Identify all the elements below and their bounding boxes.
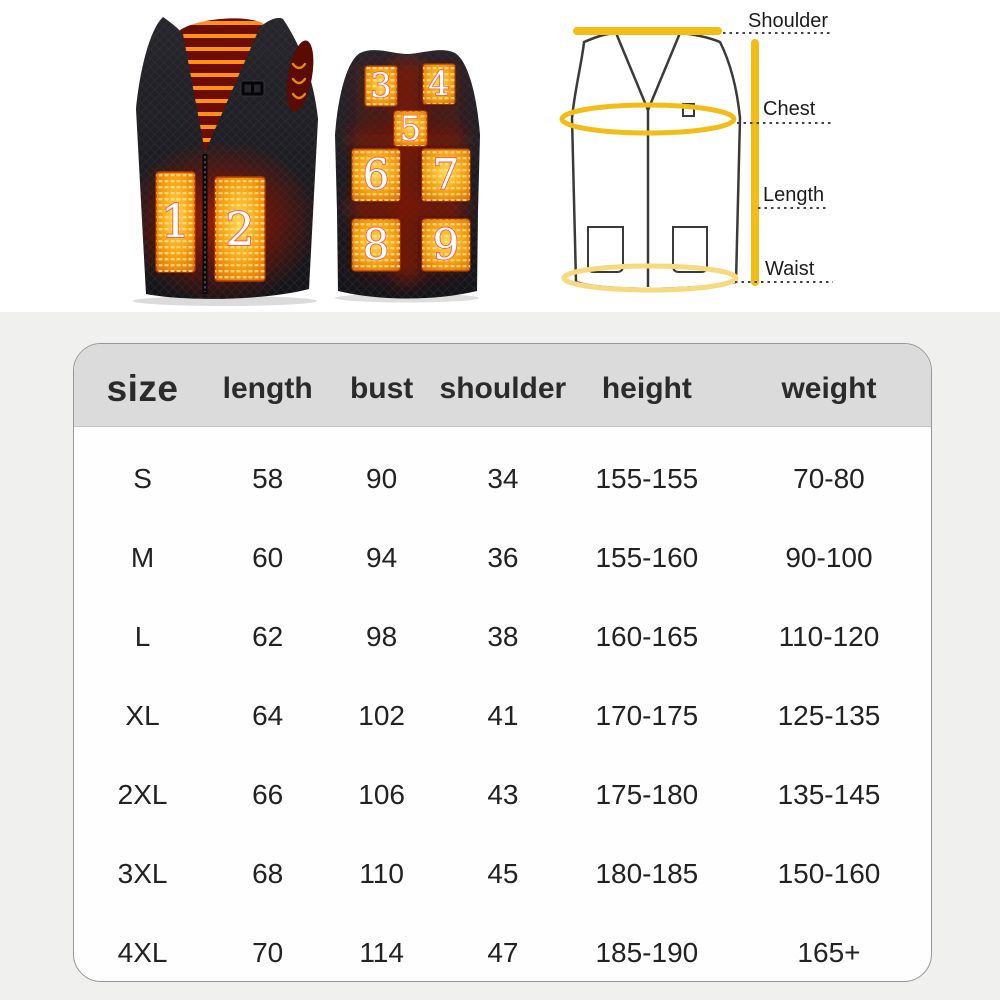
cell-shoulder: 36: [487, 541, 519, 573]
shoulder-label: Shoulder: [748, 10, 829, 32]
cell-bust: 110: [359, 857, 404, 889]
size-row-3xl: [74, 834, 931, 913]
cell-bust: 106: [358, 778, 405, 810]
cell-size: XL: [125, 699, 160, 731]
size-row-m: [74, 518, 931, 597]
heating-pad-2: [215, 177, 265, 281]
length-label: Length: [763, 184, 825, 206]
size-row-s: [74, 439, 931, 518]
cell-bust: 94: [366, 541, 398, 573]
size-row-2xl: [74, 755, 931, 834]
heating-zone-5-label: 5: [399, 109, 422, 149]
cell-weight: 150-160: [777, 857, 881, 889]
cell-bust: 90: [366, 462, 398, 494]
cell-height: 170-175: [595, 699, 699, 731]
cell-bust: 114: [359, 936, 404, 968]
cell-shoulder: 41: [487, 699, 519, 731]
cell-length: 60: [252, 541, 284, 573]
size-chart-header: [74, 344, 931, 427]
column-header-height: height: [601, 372, 692, 405]
size-row-l: [74, 597, 931, 676]
cell-size: S: [133, 462, 152, 494]
cell-size: 2XL: [117, 778, 168, 810]
cell-size: M: [130, 541, 155, 573]
heating-zone-1-label: 1: [160, 194, 191, 248]
cell-size: 4XL: [117, 936, 168, 968]
column-header-weight: weight: [781, 372, 877, 405]
heating-pad-1: [156, 172, 195, 272]
cell-weight: 70-80: [793, 462, 865, 494]
cell-length: 62: [252, 620, 284, 652]
cell-length: 66: [252, 778, 284, 810]
cell-length: 64: [252, 699, 284, 731]
heating-pad-7: [422, 149, 470, 201]
chest-label: Chest: [763, 98, 816, 120]
heating-pad-3: [365, 66, 397, 106]
cell-weight: 135-145: [777, 778, 881, 810]
size-row-xl: [74, 676, 931, 755]
cell-height: 180-185: [595, 857, 699, 889]
heating-pad-4: [423, 64, 455, 104]
cell-height: 155-160: [595, 541, 699, 573]
heating-pad-8: [352, 219, 400, 271]
heating-zone-9-label: 9: [432, 220, 460, 269]
cell-size: L: [134, 620, 151, 652]
cell-shoulder: 47: [487, 936, 519, 968]
cell-height: 185-190: [595, 936, 699, 968]
back-vest-image: [330, 40, 485, 304]
product-images-section: [0, 0, 1000, 312]
cell-shoulder: 45: [487, 857, 519, 889]
waist-label: Waist: [765, 258, 815, 280]
column-header-length: length: [222, 372, 313, 405]
heating-zone-2-label: 2: [225, 202, 255, 256]
cell-height: 175-180: [595, 778, 699, 810]
heating-zone-3-label: 3: [370, 66, 392, 106]
size-chart-section: [0, 312, 1000, 1000]
column-header-shoulder: shoulder: [439, 372, 567, 405]
front-vest-image: [128, 4, 326, 306]
heating-zone-8-label: 8: [362, 220, 390, 269]
cell-weight: 90-100: [785, 541, 873, 573]
diagram-vest-outline: [572, 33, 740, 289]
heating-zone-7-label: 7: [432, 150, 460, 199]
heating-pad-9: [422, 219, 470, 271]
heating-zone-4-label: 4: [428, 64, 450, 104]
heating-pad-5: [394, 109, 427, 149]
cell-bust: 102: [358, 699, 405, 731]
cell-length: 68: [252, 857, 284, 889]
cell-weight: 125-135: [777, 699, 881, 731]
heating-zone-6-label: 6: [362, 150, 390, 199]
cell-length: 58: [252, 462, 284, 494]
size-chart-body: [74, 427, 931, 982]
heat-controller: [241, 81, 264, 96]
cell-shoulder: 43: [487, 778, 519, 810]
heating-pad-6: [352, 149, 400, 201]
cell-height: 160-165: [595, 620, 699, 652]
cell-length: 70: [252, 936, 284, 968]
cell-shoulder: 34: [487, 462, 519, 494]
column-header-bust: bust: [349, 372, 414, 405]
cell-size: 3XL: [117, 857, 168, 889]
cell-shoulder: 38: [487, 620, 519, 652]
column-header-size: size: [106, 368, 179, 409]
size-chart-card: [73, 343, 932, 982]
measurement-diagram: [540, 0, 1000, 308]
cell-weight: 165+: [797, 936, 861, 968]
cell-bust: 98: [366, 620, 398, 652]
size-row-4xl: [74, 913, 931, 982]
cell-height: 155-155: [595, 462, 699, 494]
cell-weight: 110-120: [778, 620, 880, 652]
